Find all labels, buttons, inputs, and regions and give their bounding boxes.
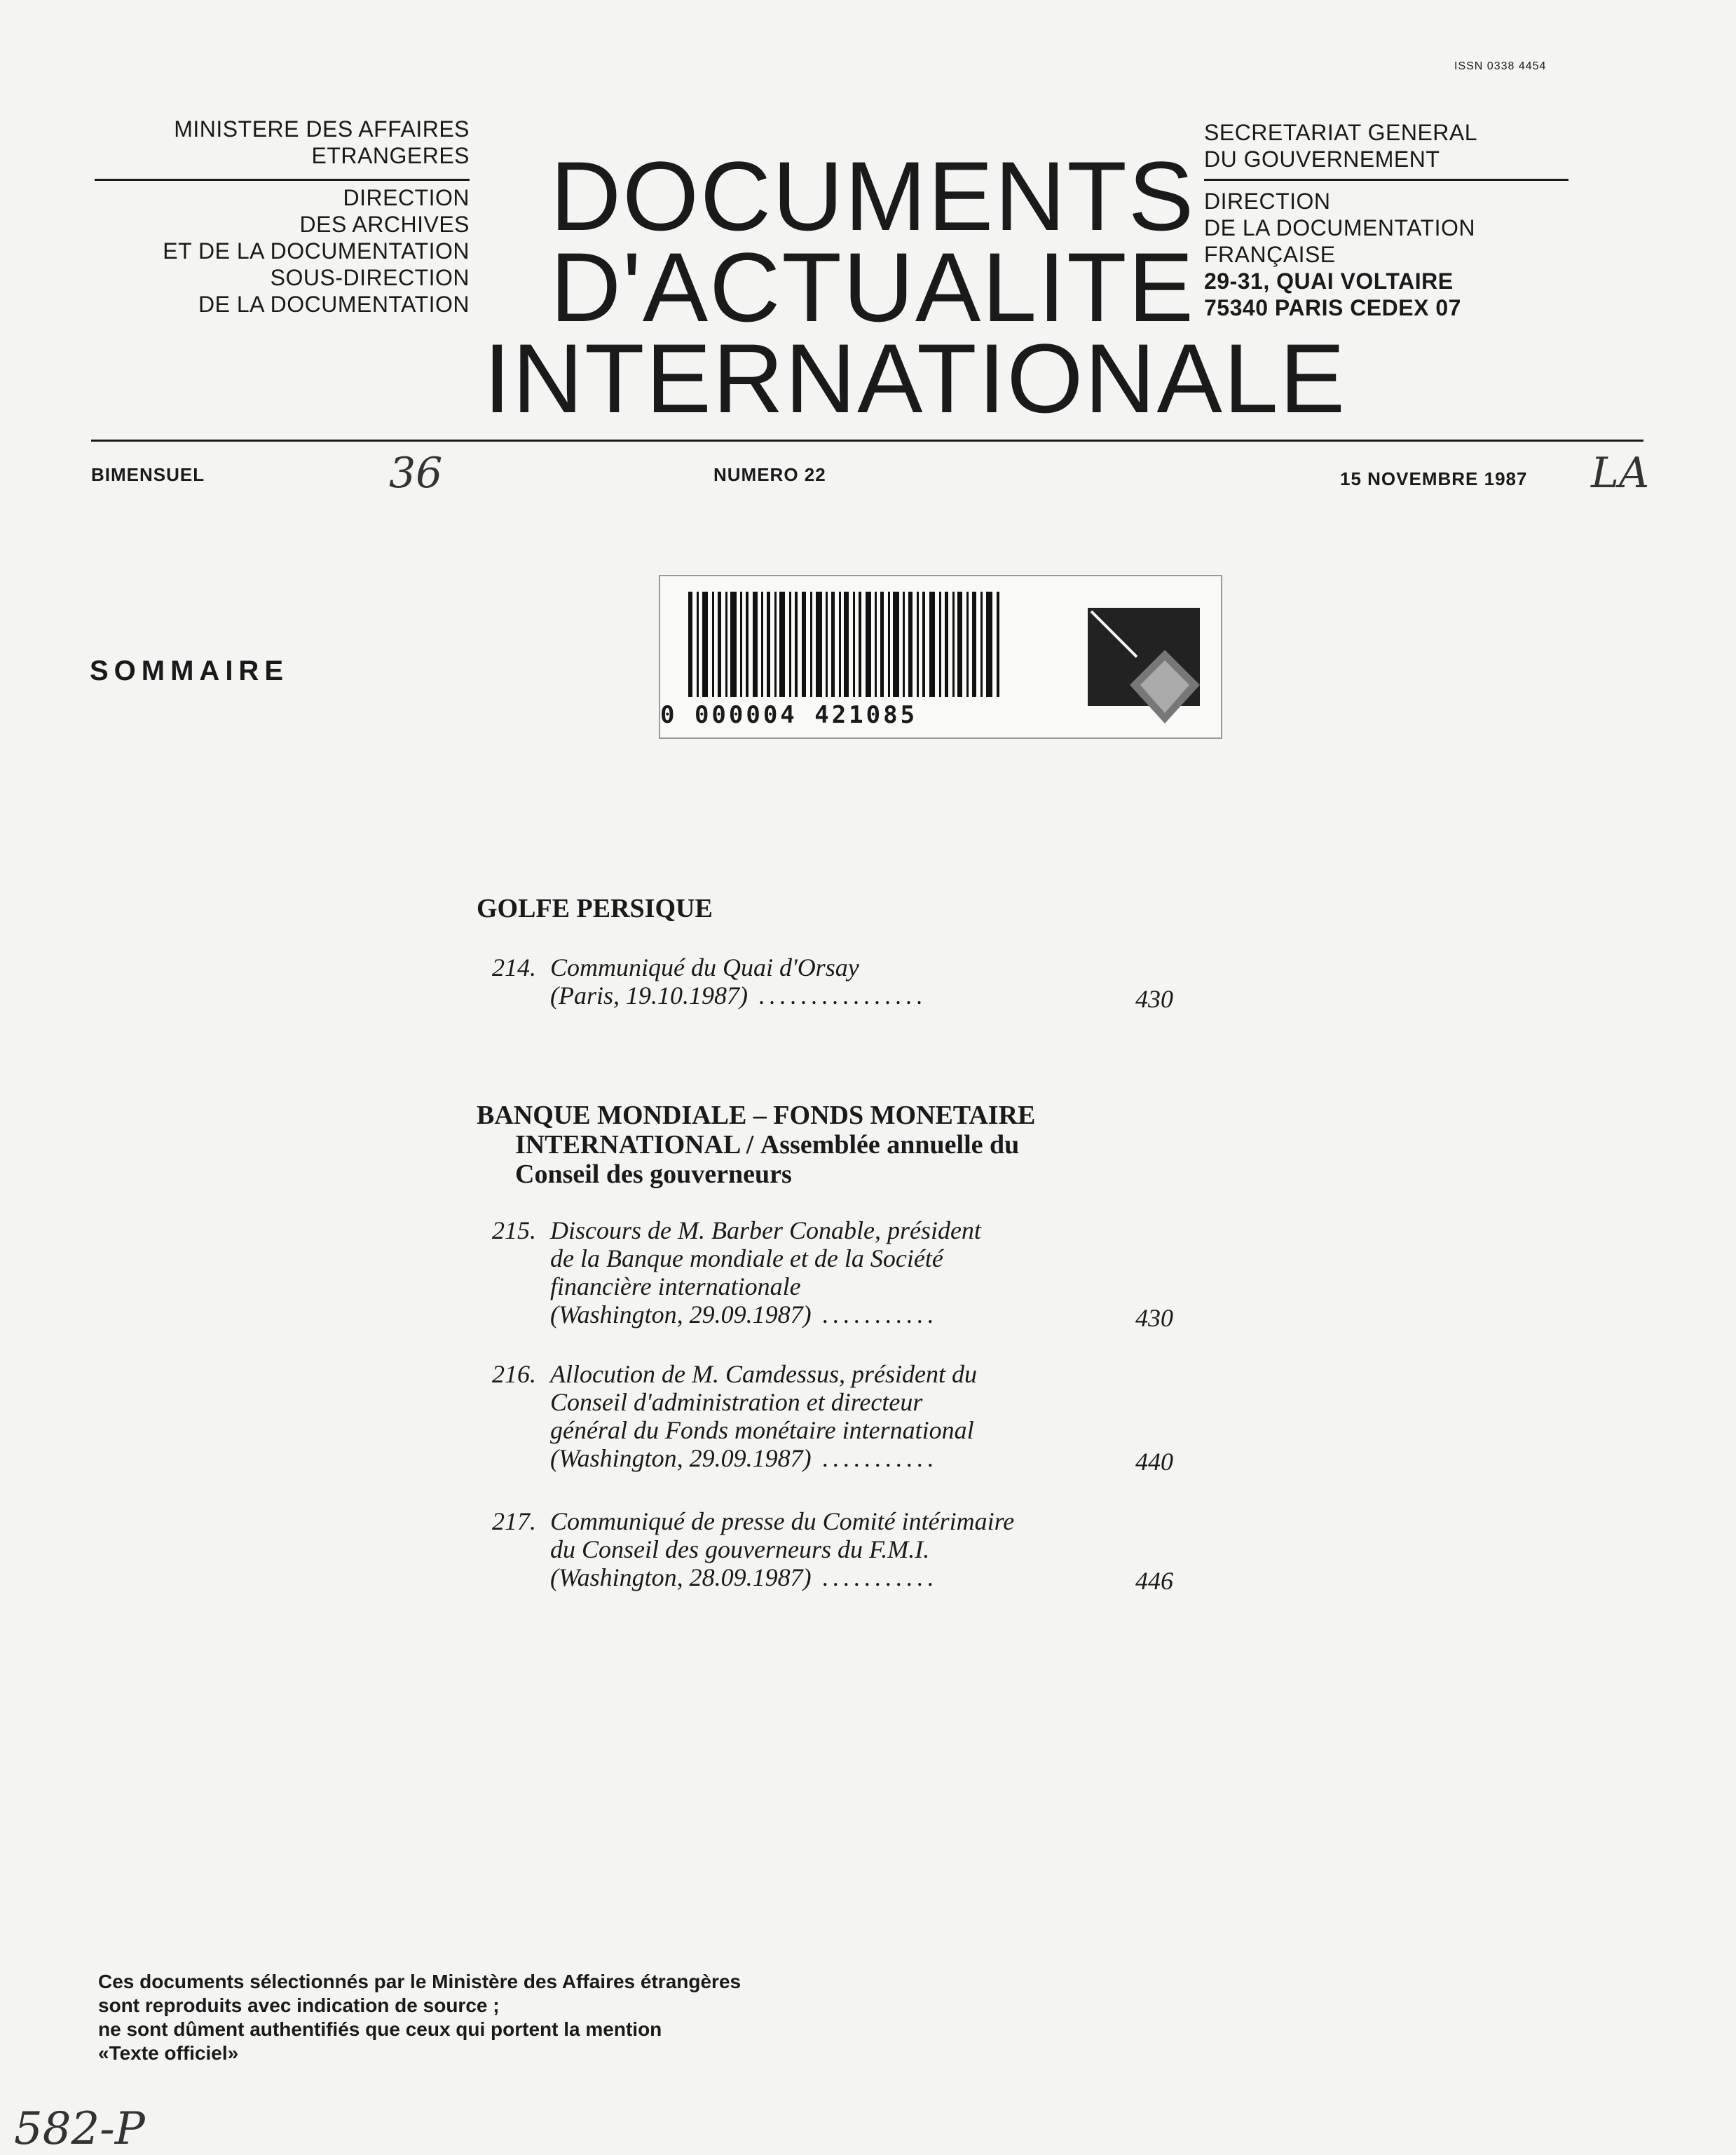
barcode-icon bbox=[688, 592, 1025, 697]
entry-line: Conseil d'administration et directeur bbox=[550, 1388, 923, 1416]
contents-entry: 214. Communiqué du Quai d'Orsay (Paris, 19.10.1987) ................ 430 bbox=[477, 953, 1177, 1017]
footer-line: «Texte officiel» bbox=[98, 2042, 239, 2064]
frequency: BIMENSUEL bbox=[91, 464, 205, 485]
direction-line: DIRECTION bbox=[343, 185, 470, 210]
direction-line: DIRECTION bbox=[1204, 189, 1331, 214]
entry-line: Communiqué de presse du Comité intérimaire bbox=[550, 1507, 1015, 1535]
subtitle-line: Assemblée annuelle du bbox=[760, 1130, 1020, 1160]
entry-number: 216. bbox=[492, 1360, 536, 1388]
secretariat-line: DU GOUVERNEMENT bbox=[1204, 147, 1440, 172]
publication-title bbox=[484, 141, 1347, 433]
barcode-number: 0 000004 421085 bbox=[660, 701, 918, 729]
issue-date: 15 NOVEMBRE 1987 bbox=[1340, 468, 1528, 489]
entry-line: financière internationale bbox=[550, 1272, 801, 1300]
handwritten-issue: 36 bbox=[389, 449, 443, 498]
left-header-rule bbox=[95, 179, 470, 181]
issue-number: NUMERO 22 bbox=[713, 464, 826, 485]
entry-number: 217. bbox=[492, 1507, 536, 1535]
entry-line: Allocution de M. Camdessus, président du bbox=[550, 1360, 977, 1388]
handwritten-mark: LA bbox=[1591, 449, 1650, 498]
entry-line: (Paris, 19.10.1987) bbox=[550, 981, 748, 1009]
entry-line: de la Banque mondiale et de la Société bbox=[550, 1244, 943, 1272]
address-line: 29-31, QUAI VOLTAIRE bbox=[1204, 268, 1454, 294]
section-title: GOLFE PERSIQUE bbox=[477, 894, 713, 923]
direction-line: SOUS-DIRECTION bbox=[270, 265, 470, 290]
footer-line: ne sont dûment authentifiés que ceux qui portent la mention bbox=[98, 2018, 662, 2040]
barcode-label bbox=[659, 575, 1222, 739]
direction-line: FRANÇAISE bbox=[1204, 242, 1336, 267]
entry-line: du Conseil des gouverneurs du F.M.I. bbox=[550, 1535, 930, 1563]
issn: ISSN 0338 4454 bbox=[1454, 60, 1547, 72]
direction-line: DE LA DOCUMENTATION bbox=[198, 292, 470, 317]
contents-entry: 217. Communiqué de presse du Comité intérimaire du Conseil des gouverneurs du F.M.I. (Washington, 28.09.1987) ........... 446 bbox=[477, 1507, 1177, 1598]
entry-line: (Washington, 29.09.1987) bbox=[550, 1300, 812, 1328]
entry-line: (Washington, 28.09.1987) bbox=[550, 1563, 812, 1591]
page-number: 446 bbox=[1135, 1567, 1173, 1595]
section-title: BANQUE MONDIALE – FONDS MONETAIRE bbox=[477, 1101, 1036, 1130]
logo-icon bbox=[1088, 608, 1207, 727]
subtitle-line: Conseil des gouverneurs bbox=[515, 1160, 792, 1189]
masthead-rule bbox=[91, 440, 1643, 442]
page-number: 430 bbox=[1135, 1304, 1173, 1332]
direction-line: DES ARCHIVES bbox=[299, 212, 470, 237]
footer-note bbox=[98, 1970, 741, 2065]
entry-number: 215. bbox=[492, 1216, 536, 1244]
title-line: D'ACTUALITE bbox=[550, 232, 1195, 342]
section-title-continued: INTERNATIONAL / bbox=[515, 1130, 754, 1160]
secretariat-line: SECRETARIAT GENERAL bbox=[1204, 120, 1478, 145]
direction-line: DE LA DOCUMENTATION bbox=[1204, 215, 1476, 240]
ministry-line: ETRANGERES bbox=[311, 143, 470, 168]
title-line: DOCUMENTS bbox=[550, 141, 1196, 251]
handwritten-margin-note: 582-P bbox=[14, 2103, 145, 2155]
ministry-line: MINISTERE DES AFFAIRES bbox=[174, 116, 470, 142]
page-number: 440 bbox=[1135, 1448, 1173, 1476]
entry-line: Discours de M. Barber Conable, président bbox=[550, 1216, 981, 1244]
left-header bbox=[105, 116, 470, 318]
entry-line: (Washington, 29.09.1987) bbox=[550, 1444, 812, 1472]
page-number: 430 bbox=[1135, 985, 1173, 1013]
address-line: 75340 PARIS CEDEX 07 bbox=[1204, 295, 1461, 320]
entry-line: Communiqué du Quai d'Orsay bbox=[550, 953, 859, 981]
title-line: INTERNATIONALE bbox=[484, 323, 1347, 433]
contents-entry: 215. Discours de M. Barber Conable, président de la Banque mondiale et de la Société financière internationale (Washington, 29.09.1987) ........... 430 bbox=[477, 1216, 1177, 1335]
footer-line: Ces documents sélectionnés par le Ministère des Affaires étrangères bbox=[98, 1971, 741, 1992]
section-subtitle bbox=[515, 1130, 1019, 1160]
footer-line: sont reproduits avec indication de source ; bbox=[98, 1994, 500, 2016]
entry-number: 214. bbox=[492, 953, 536, 981]
entry-line: général du Fonds monétaire international bbox=[550, 1416, 974, 1444]
sommaire-heading: SOMMAIRE bbox=[90, 655, 289, 686]
contents-entry: 216. Allocution de M. Camdessus, président du Conseil d'administration et directeur général du Fonds monétaire international (Washington, 29.09.1987) ........... 440 bbox=[477, 1360, 1177, 1479]
direction-line: ET DE LA DOCUMENTATION bbox=[163, 238, 470, 264]
